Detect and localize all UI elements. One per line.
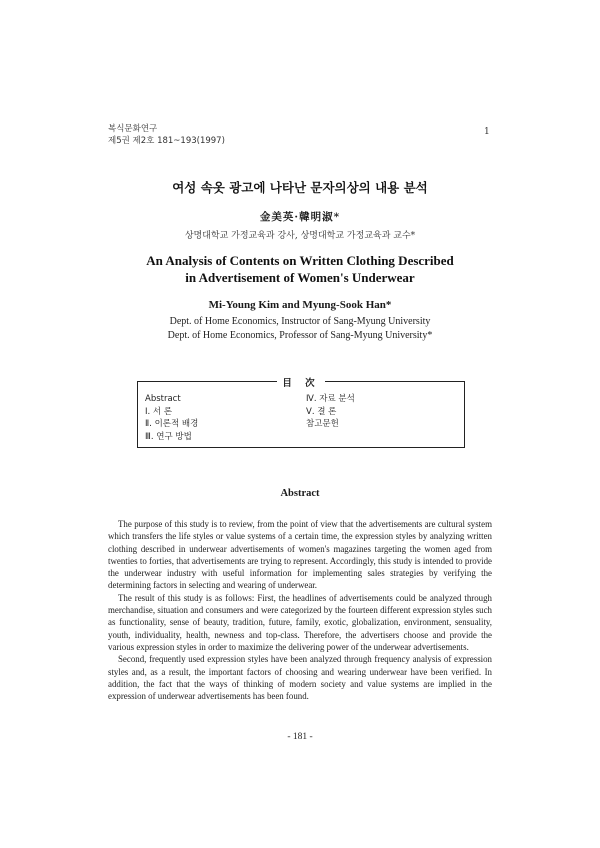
english-affiliation: [0, 315, 600, 343]
abstract-heading: Abstract: [280, 488, 320, 499]
english-title-line-2: in Advertisement of Women's Underwear: [185, 270, 415, 285]
english-affiliation-line-2: Dept. of Home Economics, Professor of Sang-Myung University*: [167, 330, 433, 341]
journal-header: [108, 123, 225, 147]
toc-heading: 目 次: [277, 375, 325, 389]
abstract-paragraph: Second, frequently used expression styles have been analyzed through frequency analysis of expression styles and, as a result, the important factors of choosing and wearing underwear have been verified. In addition, the fact that the ways of thinking of modern society and value systems are implied in the expression of underwear advertisements has been found.: [108, 654, 492, 702]
toc-right-column: [306, 393, 355, 431]
toc-item: Ⅲ. 연구 방법: [145, 431, 192, 442]
abstract-body: [108, 518, 492, 702]
english-title: [0, 252, 600, 286]
korean-title: 여성 속옷 광고에 나타난 문자의상의 내용 분석: [172, 180, 428, 195]
toc-item: 참고문헌: [306, 419, 339, 429]
english-affiliation-line-1: Dept. of Home Economics, Instructor of Sang-Myung University: [169, 316, 431, 327]
abstract-paragraph: The purpose of this study is to review, from the point of view that the advertisements are cultural system which transfers the life styles or value systems of a certain time, the expression styles by analyzing written clothing described in underwear advertisements of women's magazines targeting the women aged from twenties to forties, that advertisements are trying to represent. Accordingly, this study is intended to provide the underwear industry with useful information for implementing sales strategies by verifying the determining factors in selecting and wearing of underwear.: [108, 519, 492, 591]
toc-item: Ⅱ. 이론적 배경: [145, 419, 199, 429]
korean-authors: 金美英·韓明淑*: [259, 211, 341, 223]
korean-affiliation: 상명대학교 가정교육과 강사, 상명대학교 가정교육과 교수*: [184, 231, 416, 241]
toc-item: Ⅳ. 자료 분석: [306, 394, 355, 404]
abstract-paragraph: The result of this study is as follows: First, the headlines of advertisements could be analyzed through merchandise, situation and consumers and were categorized by the fourteen different expression styles such as functionality, sense of beauty, tradition, future, family, exotic, globalization, environment, sensuality, youth, individuality, health, newness and top-class. Therefore, the advertisers choose and provide the various expression styles in order to maximize the delivering power of the underwear advertisements.: [108, 592, 492, 652]
english-title-line-1: An Analysis of Contents on Written Clothing Described: [146, 253, 454, 268]
page-number: - 181 -: [287, 732, 313, 742]
journal-issue: 제5권 제2호 181~193(1997): [108, 136, 225, 146]
journal-name: 복식문화연구: [108, 124, 158, 134]
toc-item: Abstract: [145, 394, 181, 404]
toc-item: Ⅰ. 서 론: [145, 406, 173, 417]
toc-item: Ⅴ. 결 론: [306, 406, 337, 417]
toc-left-column: [145, 393, 198, 443]
page-marker: 1: [484, 127, 490, 137]
english-authors: Mi-Young Kim and Myung-Sook Han*: [208, 299, 392, 311]
